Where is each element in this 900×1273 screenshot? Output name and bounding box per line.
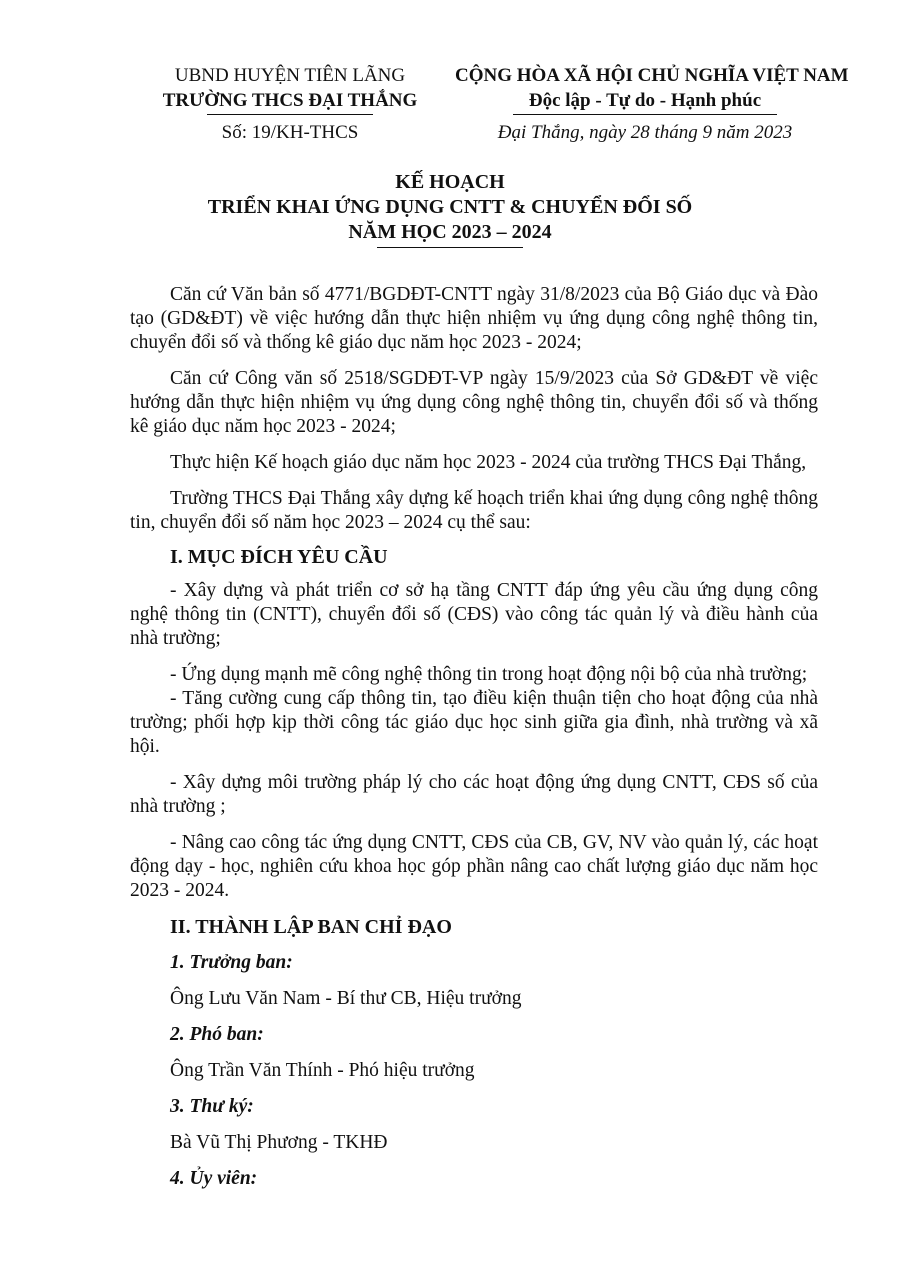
purpose-item: - Xây dựng môi trường pháp lý cho các hoạt động ứng dụng CNTT, CĐS số của nhà trường ; xyxy=(130,772,818,817)
document-title xyxy=(0,170,900,248)
section-heading: I. MỤC ĐÍCH YÊU CẦU xyxy=(170,546,388,568)
role-person: Ông Lưu Văn Nam - Bí thư CB, Hiệu trưởng xyxy=(170,988,522,1009)
national-title: CỘNG HÒA XÃ HỘI CHỦ NGHĨA VIỆT NAM xyxy=(455,65,849,86)
purpose-item: - Ứng dụng mạnh mẽ công nghệ thông tin trong hoạt động nội bộ của nhà trường; xyxy=(170,664,808,685)
role-title: 1. Trưởng ban: xyxy=(170,952,293,973)
intro-paragraph: Thực hiện Kế hoạch giáo dục năm học 2023 - 2024 của trường THCS Đại Thắng, xyxy=(170,452,807,473)
national-motto-block xyxy=(455,63,849,115)
title-line-1: KẾ HOẠCH xyxy=(395,171,505,193)
document-body xyxy=(130,283,818,1191)
purpose-item: - Xây dựng và phát triển cơ sở hạ tầng CNTT đáp ứng yêu cầu ứng dụng công nghệ thông tin (CNTT), chuyển đổi số (CĐS) vào công tác quản lý và điều hành của nhà trường; xyxy=(130,580,818,649)
intro-paragraph: Căn cứ Công văn số 2518/SGDĐT-VP ngày 15/9/2023 của Sở GD&ĐT về việc hướng dẫn thực hiện nhiệm vụ ứng dụng công nghệ thông tin, chuyển đổi số và thống kê giáo dục năm học 2023 - 2024; xyxy=(130,368,818,437)
title-line-3: NĂM HỌC 2023 – 2024 xyxy=(348,221,552,243)
national-motto: Độc lập - Tự do - Hạnh phúc xyxy=(528,90,762,111)
intro-paragraph: Trường THCS Đại Thắng xây dựng kế hoạch triển khai ứng dụng công nghệ thông tin, chuyển đổi số năm học 2023 – 2024 cụ thể sau: xyxy=(130,488,818,533)
purpose-item: - Nâng cao công tác ứng dụng CNTT, CĐS của CB, GV, NV vào quản lý, các hoạt động dạy - học, nghiên cứu khoa học góp phần nâng cao chất lượng giáo dục năm học 2023 - 2024. xyxy=(130,832,818,901)
intro-paragraph: Căn cứ Văn bản số 4771/BGDĐT-CNTT ngày 31/8/2023 của Bộ Giáo dục và Đào tạo (GD&ĐT) về việc hướng dẫn thực hiện nhiệm vụ ứng dụng công nghệ thông tin, chuyển đổi số và thống kê giáo dục năm học 2023 - 2024; xyxy=(130,284,818,353)
role-title: 4. Ủy viên: xyxy=(170,1168,258,1189)
role-person: Ông Trần Văn Thính - Phó hiệu trưởng xyxy=(170,1060,475,1081)
motto-underline xyxy=(513,114,777,115)
issuer-authority: UBND HUYỆN TIÊN LÃNG xyxy=(174,65,406,86)
role-title: 2. Phó ban: xyxy=(170,1024,264,1045)
purpose-item: - Tăng cường cung cấp thông tin, tạo điều kiện thuận tiện cho hoạt động của nhà trường; phối hợp kịp thời công tác giáo dục học sinh giữa gia đình, nhà trường và xã hội. xyxy=(130,688,818,757)
issuer-underline xyxy=(207,114,373,115)
title-underline xyxy=(377,247,523,248)
issuer-school: TRƯỜNG THCS ĐẠI THẮNG xyxy=(162,90,418,111)
document-date: Đại Thắng, ngày 28 tháng 9 năm 2023 xyxy=(497,122,793,143)
section-heading: II. THÀNH LẬP BAN CHỈ ĐẠO xyxy=(170,916,452,938)
title-line-2: TRIỂN KHAI ỨNG DỤNG CNTT & CHUYỂN ĐỔI SỐ xyxy=(207,196,693,218)
role-title: 3. Thư ký: xyxy=(170,1096,254,1117)
role-person: Bà Vũ Thị Phương - TKHĐ xyxy=(170,1132,388,1153)
issuer-block xyxy=(130,63,450,115)
document-number: Số: 19/KH-THCS xyxy=(221,122,359,143)
